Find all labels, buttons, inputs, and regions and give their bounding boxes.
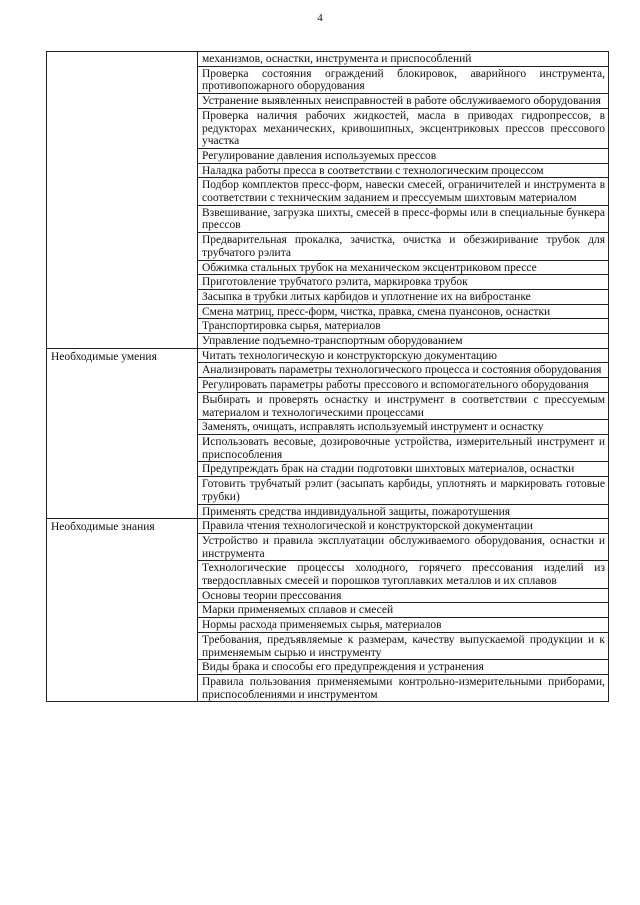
item-cell: Анализировать параметры технологического процесса и состояния оборудования [198,363,609,378]
item-cell: Правила пользования применяемыми контрольно-измерительными приборами, приспособлениями и инструментом [198,674,609,701]
item-cell: Засыпка в трубки литых карбидов и уплотнение их на вибростанке [198,289,609,304]
competency-table [46,51,609,702]
item-cell: Устройство и правила эксплуатации обслуживаемого оборудования, оснастки и инструмента [198,533,609,560]
item-cell: Обжимка стальных трубок на механическом эксцентриковом прессе [198,260,609,275]
section-label-cell: Необходимые знания [47,519,198,702]
item-cell: Правила чтения технологической и конструкторской документации [198,519,609,534]
item-cell: Смена матриц, пресс-форм, чистка, правка, смена пуансонов, оснастки [198,304,609,319]
item-cell: Основы теории прессования [198,588,609,603]
section-label-cell: Необходимые умения [47,348,198,518]
item-cell: Проверка наличия рабочих жидкостей, масла в приводах гидропрессов, в редукторах механических, кривошипных, эксцентриковых прессов прессового участка [198,108,609,148]
item-cell: Предупреждать брак на стадии подготовки шихтовых материалов, оснастки [198,462,609,477]
item-cell: Регулировать параметры работы прессового и вспомогательного оборудования [198,378,609,393]
item-cell: Выбирать и проверять оснастку и инструмент в соответствии с прессуемым материалом и технологическими процессами [198,392,609,419]
table-row [47,52,609,67]
item-cell: Подбор комплектов пресс-форм, навески смесей, ограничителей и инструмента в соответствии с техническим заданием и прессуемым шихтовым материалом [198,178,609,205]
item-cell: Готовить трубчатый рэлит (засыпать карбиды, уплотнять и маркировать готовые трубки) [198,477,609,504]
item-cell: Проверка состояния ограждений блокировок, аварийного инструмента, противопожарного оборудования [198,66,609,93]
item-cell: Виды брака и способы его предупреждения и устранения [198,660,609,675]
item-cell: Приготовление трубчатого рэлита, маркировка трубок [198,275,609,290]
page-number: 4 [317,12,323,24]
item-cell: Марки применяемых сплавов и смесей [198,603,609,618]
item-cell: Управление подъемно-транспортным оборудованием [198,334,609,349]
item-cell: Применять средства индивидуальной защиты, пожаротушения [198,504,609,519]
item-cell: Наладка работы пресса в соответствии с технологическим процессом [198,163,609,178]
item-cell: механизмов, оснастки, инструмента и приспособлений [198,52,609,67]
item-cell: Читать технологическую и конструкторскую документацию [198,348,609,363]
item-cell: Устранение выявленных неисправностей в работе обслуживаемого оборудования [198,94,609,109]
item-cell: Использовать весовые, дозировочные устройства, измерительный инструмент и приспособления [198,434,609,461]
item-cell: Технологические процессы холодного, горячего прессования изделий из твердосплавных смесей и порошков тугоплавких металлов и их сплавов [198,561,609,588]
item-cell: Транспортировка сырья, материалов [198,319,609,334]
item-cell: Требования, предъявляемые к размерам, качеству выпускаемой продукции и к применяемым сырью и инструменту [198,632,609,659]
section-label-cell [47,52,198,349]
item-cell: Нормы расхода применяемых сырья, материалов [198,618,609,633]
item-cell: Предварительная прокалка, зачистка, очистка и обезжиривание трубок для трубчатого рэлита [198,233,609,260]
item-cell: Взвешивание, загрузка шихты, смесей в пресс-формы или в специальные бункера прессов [198,205,609,232]
item-cell: Регулирование давления используемых прессов [198,148,609,163]
table-row [47,519,609,534]
table-row [47,348,609,363]
item-cell: Заменять, очищать, исправлять используемый инструмент и оснастку [198,420,609,435]
